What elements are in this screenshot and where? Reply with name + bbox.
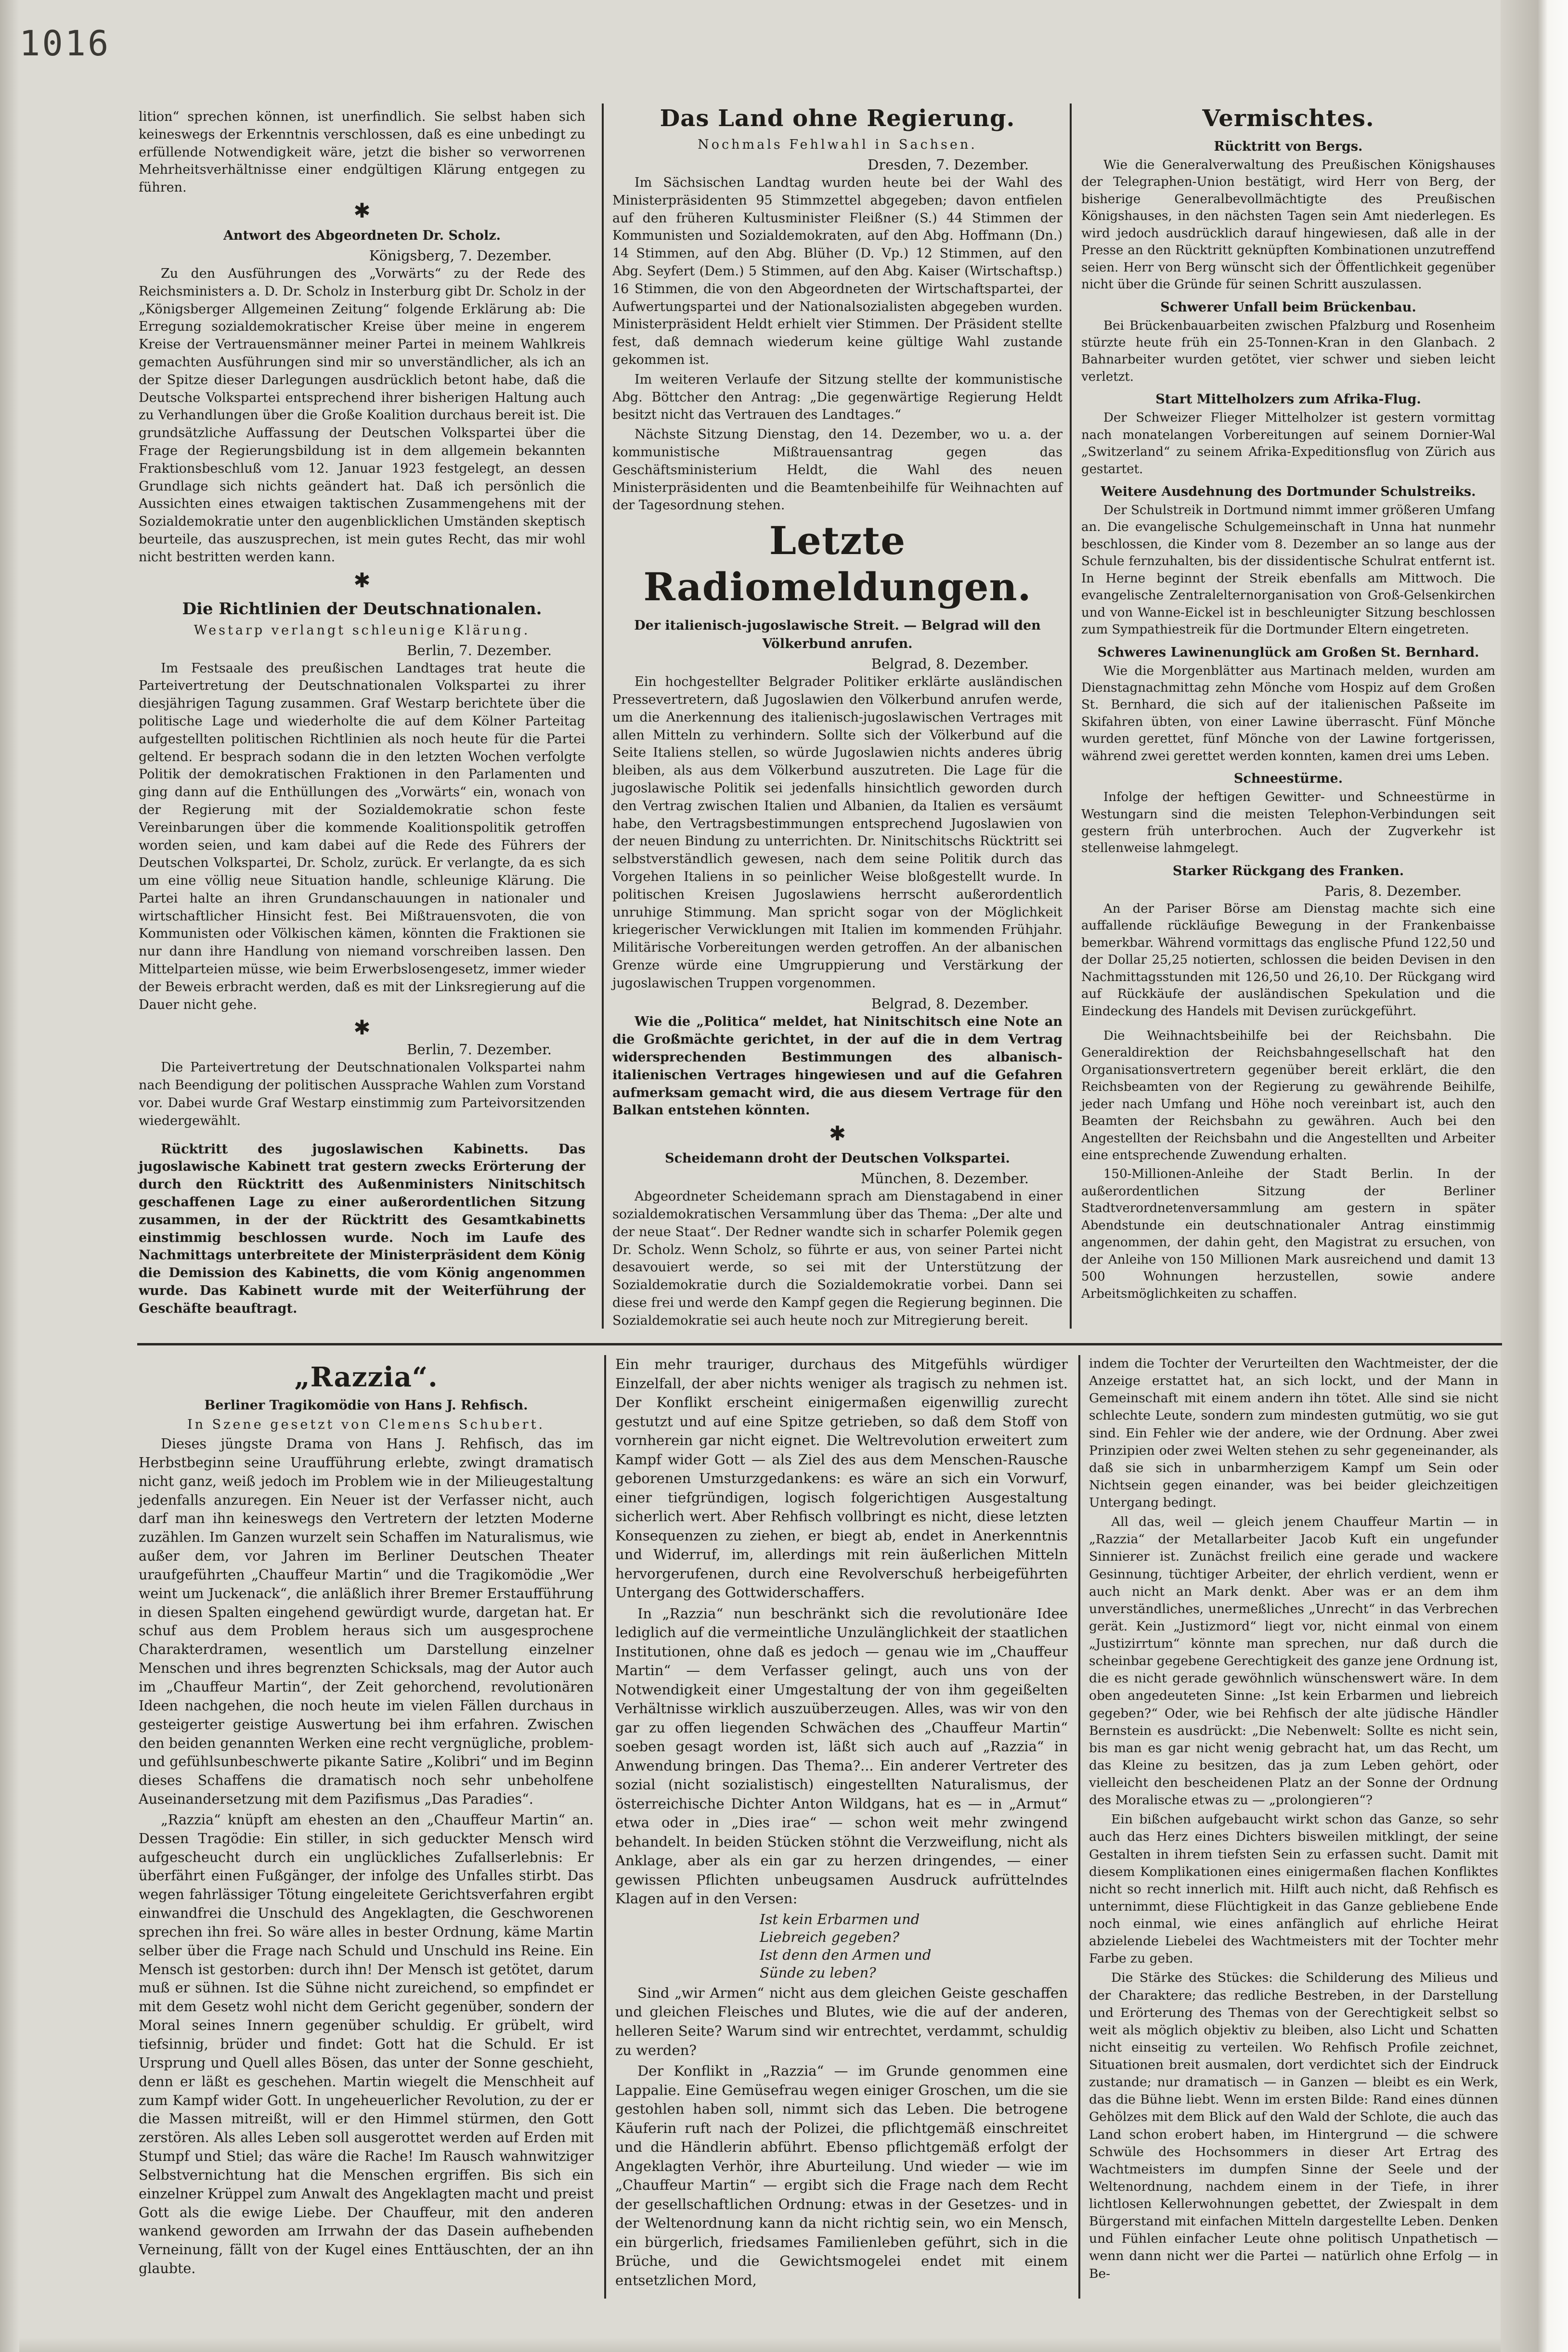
- deutschnationale-paragraph-2: Die Parteivertretung der Deutschnationalen Volkspartei nahm nach Beendigung der politischen Aussprache Wahlen zum Vorstand vor. Dabei wurde Graf Westarp einstimmig zum Parteivorsitzenden wiedergewählt.: [139, 1060, 585, 1128]
- separator-star: ✱: [353, 568, 371, 592]
- separator-star: ✱: [353, 1016, 371, 1040]
- razzia-column-rule-2: [1078, 1355, 1080, 2299]
- scheidemann-paragraph: Abgeordneter Scheidemann sprach am Dienstagabend in einer sozialdemokratischen Versammlung über das Thema: „Der alte und der neue Staat“. Der Redner wandte sich in scharfer Polemik gegen Dr. Scholz. Wenn Scholz, so führte er aus, von seiner Partei nicht desavouiert werde, so sei mit der Unterstützung der Sozialdemokratie durch die Sozialdemokratie vorbei. Dann sei diese frei und werde den Kampf gegen die Regierung beginnen. Die Sozialdemokratie sei auch heute noch zur Mitregierung bereit.: [612, 1189, 1063, 1328]
- scan-bottom-shade: [19, 2338, 1501, 2352]
- razzia-paragraph-7: indem die Tochter der Verurteilten den Wachtmeister, der die Anzeige erstattet hat, an sich lockt, und der Mann in Gemeinschaft mit einem andern ihn tötet. Alle sind sie nicht schlechte Leute, sondern zum mindesten gutmütig, wo sie gut sind. Ein Fehler wie der andere, wie der Ordnung. Aber zwei Prinzipien oder zwei Welten stehen zu sehr gegeneinander, als daß sie sich in unbarmherzigem Kampf um Sein oder Nichtsein gegen einander, was bei beider gleichzeitigen Untergang bedingt.: [1089, 1356, 1498, 1510]
- razzia-column-1: [139, 1355, 594, 2280]
- vermischtes-headline: Vermischtes.: [1202, 105, 1374, 132]
- radio-item-1-dateline: Belgrad, 8. Dezember.: [871, 656, 1029, 672]
- sachsen-paragraph-3: Nächste Sitzung Dienstag, den 14. Dezember, wo u. a. der kommunistische Mißtrauensantrag gegen das Geschäftsministerium Heldt, die Wahl des neuen Ministerpräsidenten und die Beamtenbeihilfe für Weihnachten auf der Tagesordnung stehen.: [612, 427, 1063, 513]
- reichsbahn-paragraph: Die Weihnachtsbeihilfe bei der Reichsbahn. Die Generaldirektion der Reichsbahngesellschaft hat den Organisationsvertretern gegenüber bereit erklärt, die den Reichsbeamten von der Regierung zu gewährende Beihilfe, jeder nach Umfang und Höhe noch vereinbart ist, auch den Beamten der Reichsbahn zu gewähren. Auch bei den Angestellten der Reichsbahn und die Angestellten und Arbeiter eine entsprechende Zuwendung erhalten.: [1081, 1028, 1495, 1163]
- column-rule-1: [602, 103, 604, 1329]
- unfall-headline: Schwerer Unfall beim Brückenbau.: [1160, 299, 1416, 315]
- razzia-column-2: [615, 1355, 1068, 2292]
- razzia-verse: Ist kein Erbarmen und Liebreich gegeben? Ist denn den Armen und Sünde zu leben?: [760, 1911, 932, 1981]
- lawine-headline: Schweres Lawinenunglück am Großen St. Bernhard.: [1097, 645, 1479, 660]
- razzia-headline: „Razzia“.: [294, 1361, 438, 1393]
- radio-item-1-headline: Der italienisch-jugoslawische Streit. — Belgrad will den Völkerbund anrufen.: [634, 618, 1041, 652]
- radiomeldungen-headline: Letzte Radiomeldungen.: [643, 518, 1032, 610]
- scan-edge-left: [0, 0, 19, 2352]
- sachsen-paragraph-1: Im Sächsischen Landtag wurden heute bei der Wahl des Ministerpräsidenten 95 Stimmzettel abgegeben; davon entfielen auf den früheren Kultusminister Fleißner (S.) 44 Stimmen der Kommunisten und Sozialdemokraten, auf den Abg. Hoffmann (Dn.) 14 Stimmen, auf den Abg. Blüher (D. Vp.) 12 Stimmen, auf den Abg. Seyfert (Dem.) 5 Stimmen, auf den Abg. Kaiser (Wirtschaftsp.) 16 Stimmen, die von den Abgeordneten der Wirtschaftspartei, der Aufwertungspartei und der Nationalsozialisten abgegeben wurden. Ministerpräsident Heldt erhielt vier Stimmen. Der Präsident stellte fest, daß demnach wiederum keine gültige Wahl zustande gekommen ist.: [612, 175, 1063, 367]
- franken-dateline: Paris, 8. Dezember.: [1324, 882, 1462, 899]
- razzia-paragraph-9: Ein bißchen aufgebaucht wirkt schon das Ganze, so sehr auch das Herz eines Dichters bisweilen mitklingt, der seine Gestalten in ihrem tiefsten Sein zu erfassen sucht. Damit mit diesem Komplikationen eines einigermaßen flachen Konfliktes nicht so recht innerlich mit. Hilft auch nicht, daß Rehfisch es unternimmt, diese Flüchtigkeit in das Ganze gebliebene Ende noch einmal, wie eines anfänglich auf ehrliche Heirat abzielende Liebelei des Wachtmeisters mit der Tochter mehr Farbe zu geben.: [1089, 1812, 1498, 1966]
- deutschnationale-paragraph: Im Festsaale des preußischen Landtages trat heute die Parteivertretung der Deutschnationalen Volkspartei zu ihrer diesjährigen Tagung zusammen. Graf Westarp berichtete über die politische Lage und wiederholte die auf dem Kölner Parteitag aufgestellten politischen Richtlinien als noch heute für die Partei geltend. Er besprach sodann die in den letzten Wochen verfolgte Politik der demokratischen Fraktionen in den Parlamenten und ging dann auf die Enthüllungen des „Vorwärts“ ein, wonach von der Regierung mit der Sozialdemokratie schon feste Vereinbarungen über die kommende Koalitionspolitik getroffen worden seien, und kam dabei auf die Rede des Führers der Deutschen Volkspartei, Dr. Scholz, zurück. Er verlangte, da es sich um eine völlig neue Situation handle, schleunige Klärung. Die Partei halte an ihren Grundanschauungen in nationaler und wirtschaftlicher Hinsicht fest. Bei Mißtrauensvoten, die von Kommunisten oder Völkischen kämen, könnten die Fraktionen sie nur dann ihre Handlung von niemand vorschreiben lassen. Den Mittelparteien müsse, wie beim Erwerbslosengesetz, immer wieder der Beweis erbracht werden, daß es mit der Linksregierung auf die Dauer nicht gehe.: [139, 660, 585, 1012]
- schneestuerme-paragraph: Infolge der heftigen Gewitter- und Schneestürme in Westungarn sind die meisten Telephon-Verbindungen seit gestern früh unterbrochen. Auch der Zugverkehr ist stellenweise lahmgelegt.: [1081, 790, 1495, 856]
- scan-edge-right: [1501, 0, 1568, 2352]
- razzia-paragraph-10: Die Stärke des Stückes: die Schilderung des Milieus und der Charaktere; das redliche Bestreben, in der Darstellung und Erörterung des Themas von der Gerechtigkeit selbst so weit als möglich objektiv zu bleiben, also Licht und Schatten nicht einseitig zu verteilen. Wo Rehfisch Profile zeichnet, Situationen breit ausmalen, dort verdichtet sich der Eindruck zustande; nur dramatisch — in Ganzen — bleibt es ein Werk, das die Bühne liebt. Wenn im ersten Bilde: Rand eines dünnen Gehölzes mit dem Blick auf den Wald der Schlote, die auch das Land schon erobert haben, im Hintergrund — die schwere Schwüle des Hochsommers in dieser Art Ertrag des Wachtmeisters im dumpfen Sinne der Seele und der Weltenordnung, nachdem einem in der Tiefe, in ihrer lichtlosen Kellerwohnungen gebettet, der Zwiespalt in dem Bürgerstand mit einfachen Mitteln dargestellte Leben. Denken und Fühlen einfacher Leute ohne politisch Unpathetisch — wenn dann nicht wer die Partei — natürlich ohne Erfolg — in Be-: [1089, 1970, 1498, 2281]
- separator-star: ✱: [829, 1122, 846, 1146]
- razzia-paragraph-6: Der Konflikt in „Razzia“ — im Grunde genommen eine Lappalie. Eine Gemüsefrau wegen einiger Groschen, um die sie gestohlen haben soll, nimmt sich das Leben. Die betrogene Käuferin ruft nach der Polizei, die pflichtgemäß einschreitet und die Händlerin abführt. Ebenso pflichtgemäß erfolgt der Angeklagten Verhör, ihre Aburteilung. Und wieder — wie im „Chauffeur Martin“ — ergibt sich die Frage nach dem Recht der gesellschaftlichen Ordnung: etwas in der Gesetzes- und in der Weltenordnung kann da nicht richtig sein, wo ein Mensch, ein bürgerlich, friedsames Familienleben geführt, sich in die Brüche, und die Gewichtsmogelei endet mit einem entsetzlichen Mord,: [615, 2063, 1068, 2288]
- column-3: [1081, 96, 1495, 1305]
- razzia-subheadline: Berliner Tragikomödie von Hans J. Rehfisch.: [204, 1398, 528, 1413]
- razzia-column-rule-1: [604, 1355, 606, 2299]
- deutschnationale-subheadline: Westarp verlangt schleunige Klärung.: [194, 622, 531, 638]
- column-2: [612, 96, 1063, 1332]
- bergs-headline: Rücktritt von Bergs.: [1214, 139, 1363, 154]
- scholz-paragraph: Zu den Ausführungen des „Vorwärts“ zu der Rede des Reichsministers a. D. Dr. Scholz in Insterburg gibt Dr. Scholz in der „Königsberger Allgemeinen Zeitung“ folgende Erklärung ab: Die Erregung sozialdemokratischer Kreise über meine in engerem Kreise der Vertrauensmänner meiner Partei in meinem Wahlkreis gemachten Ausführungen sind mir so unverständlicher, als ich an der Spitze dieser Darlegungen ausdrücklich betont habe, daß die Deutsche Volkspartei entsprechend ihrer bisherigen Haltung auch zu Verhandlungen über die Große Koalition durchaus bereit ist. Die grundsätzliche Auffassung der Deutschen Volkspartei über die Frage der Regierungsbildung ist in dem allgemein bekannten Fraktionsbeschluß vom 12. Januar 1923 festgelegt, an dessen Grundlage sich nichts geändert hat. Daß ich persönlich die Aussichten eines etwaigen taktischen Zusammengehens mit der Sozialdemokratie unter den augenblicklichen Umständen skeptisch beurteile, das auszusprechen, ist mein gutes Recht, das mir wohl nicht bestritten werden kann.: [139, 266, 585, 565]
- column-1: [139, 108, 585, 1320]
- column-1-intro: lition“ sprechen können, ist unerfindlich. Sie selbst haben sich keineswegs der Erkenntnis verschlossen, daß es eine unbedingt zu erfüllende Notwendigkeit wäre, jetzt die bisher so verworrenen Mehrheitsverhältnisse einer endgültigen Klärung entgegen zu führen.: [139, 109, 585, 195]
- sachsen-dateline: Dresden, 7. Dezember.: [868, 156, 1029, 173]
- franken-headline: Starker Rückgang des Franken.: [1172, 863, 1404, 879]
- afrika-flug-headline: Start Mittelholzers zum Afrika-Flug.: [1155, 392, 1421, 407]
- sachsen-paragraph-2: Im weiteren Verlaufe der Sitzung stellte der kommunistische Abg. Böttcher den Antrag: „Die gegenwärtige Regierung Heldt besitzt nicht das Vertrauen des Landtages.“: [612, 372, 1063, 423]
- bergs-paragraph: Wie die Generalverwaltung des Preußischen Königshauses der Telegraphen-Union bestätigt, wird Herr von Berg, der bisherige Generalbevollmächtigte des Preußischen Königshauses, in den nächsten Tagen sein Amt niederlegen. Es wird jedoch ausdrücklich darauf hingewiesen, daß alle in der Presse an den Rücktritt geknüpften Kombinationen unzutreffend seien. Herr von Berg wünscht sich der Öffentlichkeit gegenüber nicht über die Gründe für seinen Schritt auszulassen.: [1081, 158, 1495, 292]
- deutschnationale-headline: Die Richtlinien der Deutschnationalen.: [182, 599, 542, 619]
- feuilleton-divider: [137, 1343, 1502, 1345]
- radio-item-2-paragraph: Wie die „Politica“ meldet, hat Ninitschitsch eine Note an die Großmächte gerichtet, in der auf die in dem Vertrag widersprechenden Bestimmungen des albanisch-italienischen Vertrages hingewiesen und auf die Gefahren aufmerksam gemacht wird, die aus diesem Vertrage für den Balkan entstehen könnten.: [612, 1014, 1063, 1118]
- sachsen-subheadline: Nochmals Fehlwahl in Sachsen.: [698, 137, 977, 152]
- razzia-paragraph-4: In „Razzia“ nun beschränkt sich die revolutionäre Idee lediglich auf die vermeintliche Unzulänglichkeit der staatlichen Institutionen, ohne daß es jedoch — genau wie im „Chauffeur Martin“ — dem Verfasser gelingt, auch uns von der Notwendigkeit einer Umgestaltung der von ihm gegeißelten Verhältnisse wirklich auszuüberzeugen. Alles, was wir von den gar zu offen liegenden Schwächen des „Chauffeur Martin“ soeben gesagt worden ist, läßt sich auch auf „Razzia“ in Anwendung bringen. Das Thema?... Ein anderer Vertreter des sozial (nicht sozialistisch) eingestellten Naturalismus, der österreichische Dichter Anton Wildgans, hat es — in „Armut“ etwa oder in „Dies irae“ — schon weit mehr zwingend behandelt. In beiden Stücken stöhnt die Verzweiflung, nicht als Anklage, aber als ein gar zu herzen dringendes, — einer gewissen Pflichten unbeugsamen Ausdruck aufrüttelndes Klagen auf in den Versen:: [615, 1605, 1068, 1907]
- deutschnationale-dateline: Berlin, 7. Dezember.: [407, 642, 552, 659]
- dortmund-paragraph: Der Schulstreik in Dortmund nimmt immer größeren Umfang an. Die evangelische Schulgemeinschaft in Unna hat nunmehr beschlossen, die Kinder vom 8. Dezember an so lange aus der Schule fernzuhalten, bis der dissidentische Schulrat entfernt ist. In Herne beginnt der Streik ebenfalls am Mittwoch. Die evangelische Zentralelternorganisation von Groß-Gelsenkirchen und von Wanne-Eickel ist in beschleunigter Sitzung beschlossen zum Sympathiestreik für die Dortmunder Eltern eingetreten.: [1081, 503, 1495, 637]
- unfall-paragraph: Bei Brückenbauarbeiten zwischen Pfalzburg und Rosenheim stürzte heute früh ein 25-Tonnen-Kran in den Glanbach. 2 Bahnarbeiter wurden getötet, vier schwer und sieben leicht verletzt.: [1081, 318, 1495, 384]
- razzia-column-3: [1089, 1355, 1498, 2285]
- razzia-direction: In Szene gesetzt von Clemens Schubert.: [187, 1417, 545, 1432]
- jugoslawien-paragraph: Rücktritt des jugoslawischen Kabinetts. Das jugoslawische Kabinett trat gestern zwecks Erörterung der durch den Rücktritt des Außenministers Ninitschitsch geschaffenen Lage zu einer außerordentlichen Sitzung zusammen, in der der Rücktritt des Gesamtkabinetts einstimmig beschlossen wurde. Noch im Laufe des Nachmittags unterbreitete der Ministerpräsident dem König die Demission des Kabinetts, die vom König angenommen wurde. Das Kabinett wurde mit der Weiterführung der Geschäfte beauftragt.: [139, 1141, 585, 1316]
- anleihe-paragraph: 150-Millionen-Anleihe der Stadt Berlin. In der außerordentlichen Sitzung der Berliner Stadtverordnetenversammlung am gestern in später Abendstunde ein deutschnationaler Antrag einstimmig angenommen, der dahin geht, den Magistrat zu ersuchen, von der Anleihe von 150 Millionen Mark ausreichend und damit 13 500 Wohnungen herzustellen, sowie andere Arbeitsmöglichkeiten zu schaffen.: [1081, 1167, 1495, 1301]
- lawine-paragraph: Wie die Morgenblätter aus Martinach melden, wurden am Dienstagnachmittag zehn Mönche vom Hospiz auf dem Großen St. Bernhard, die sich auf der italienischen Paßseite im Skifahren übten, von einer Lawine überrascht. Fünf Mönche wurden gerettet, fünf Mönche von der Lawine fortgerissen, während zwei gerettet werden konnten, kamen drei ums Leben.: [1081, 663, 1495, 763]
- razzia-paragraph-2: „Razzia“ knüpft am ehesten an den „Chauffeur Martin“ an. Dessen Tragödie: Ein stiller, in sich geduckter Mensch wird aufgescheucht durch ein unglückliches Zufallserlebnis: Er überfährt einen Fußgänger, der infolge des Unfalles stirbt. Das wegen fahrlässiger Tötung eingeleitete Gerichtsverfahren ergibt einwandfrei die Unschuld des Angeklagten, die Geschworenen sprechen ihn frei. So wäre alles in bester Ordnung, käme Martin selber über die Frage nach Schuld und Unschuld ins Reine. Ein Mensch ist gestorben: durch ihn! Der Mensch ist getötet, darum muß er sühnen. Ist die Sühne nicht zureichend, so empfindet er mit dem Gesetz wohl nicht dem Gericht gegenüber, sondern der Moral seines Innern gegenüber schuldig. Er grübelt, wird tiefsinnig, brüder und findet: Gott hat die Schuld. Er ist Ursprung und Quell alles Bösen, das unter der Sonne geschieht, denn er läßt es geschehen. Martin wiegelt die Menschheit auf zum Kampf wider Gott. In ungeheuerlicher Revolution, zu der er die Massen mitreißt, will er den Himmel stürmen, den Gott zerstören. Als alles Leben soll ausgerottet werden auf Erden mit Stumpf und Stiel; das wäre die Rache! Im Rausch wahnwitziger Selbstvernichtung hat die Menschen ergriffen. Bis sich ein einzelner Krüppel zum Anwalt des Angeklagten macht und preist Gott als die ewige Liebe. Der Chauffeur, mit den anderen wankend geworden am Irrwahn der das Dasein aufhebenden Verneinung, fällt von der Kugel eines Enttäuschten, der an ihn glaubte.: [139, 1811, 594, 2277]
- column-rule-2: [1070, 103, 1072, 1329]
- dortmund-headline: Weitere Ausdehnung des Dortmunder Schulstreiks.: [1101, 484, 1476, 499]
- radio-item-2-dateline: Belgrad, 8. Dezember.: [871, 995, 1029, 1012]
- franken-paragraph: An der Pariser Börse am Dienstag machte sich eine auffallende rückläufige Bewegung in der Frankenbaisse bemerkbar. Während vormittags das englische Pfund 122,50 und der Dollar 25,25 notierten, schlossen die beiden Devisen in den Nachmittagsstunden mit 126,50 und 26,10. Der Rückgang wird auf Rückkäufe der ausländischen Spekulation und die Eindeckung des Handels mit Devisen zurückgeführt.: [1081, 901, 1495, 1019]
- deutschnationale-dateline-2: Berlin, 7. Dezember.: [407, 1041, 552, 1058]
- radio-item-1-paragraph: Ein hochgestellter Belgrader Politiker erklärte ausländischen Pressevertretern, daß Jugoslawien den Völkerbund anrufen werde, um die Anerkennung des italienisch-jugoslawischen Vertrages mit allen Mitteln zu verhindern. Sollte sich der Völkerbund auf die Seite Italiens stellen, so würde Jugoslawien nichts anderes übrig bleiben, als aus dem Völkerbund auszutreten. Die Lage für die jugoslawische Politik sei jedenfalls hinsichtlich geworden durch den Vertrag zwischen Italien und Albanien, da Italien es versäumt habe, den Vertragsbestimmungen entsprechend Jugoslawien von der neuen Bindung zu unterrichten. Dr. Ninitschitschs Rücktritt sei selbstverständlich gewesen, nach dem seine Politik durch das Vorgehen Italiens in so peinlicher Weise bloßgestellt wurde. In politischen Kreisen Jugoslawiens herrscht außerordentlich unruhige Stimmung. Man spricht sogar von der Möglichkeit kriegerischer Verwicklungen mit Italien im kommenden Frühjahr. Militärische Vorbereitungen werden getroffen. An der albanischen Grenze würde eine Umgruppierung und Verstärkung der jugoslawischen Truppen vorgenommen.: [612, 674, 1063, 991]
- razzia-paragraph-8: All das, weil — gleich jenem Chauffeur Martin — in „Razzia“ der Metallarbeiter Jacob Kuft ein ungefunder Sinnierer ist. Zunächst freilich eine gerade und wackere Gesinnung, tüchtiger Arbeiter, der ehrlich verdient, wenn er auch nicht an Mark denkt. Aber was er an dem ihm unverständliches, unermeßliches „Unrecht“ in das Verbrechen gerät. Kein „Justizmord“ liegt vor, nicht einmal von einem „Justizirrtum“ könnte man sprechen, nur daß durch die scheinbar gegebene Gerechtigkeit des ganze jene Ordnung ist, die es nicht gerade gewöhnlich wünschenswert wäre. In dem oben angedeuteten Sinne: „Ist kein Erbarmen und liebreich gegeben?“ Oder, wie bei Rehfisch der alte jüdische Händler Bernstein es ausdrückt: „Die Nebenwelt: Sollte es nicht sein, bis man es gar nicht wenig gebracht hat, um das Recht, um das Kleine zu besitzen, das ja zum Leben gehört, oder vielleicht den bescheidenen Platz an der Sonne der Ordnung des Moralische etwas zu — „prolongieren“?: [1089, 1514, 1498, 1808]
- razzia-paragraph-3: Ein mehr trauriger, durchaus des Mitgefühls würdiger Einzelfall, der aber nichts weniger als tragisch zu nehmen ist. Der Konflikt erscheint einigermaßen eigenwillig zurecht gestutzt und auf eine Spitze getrieben, so daß dem Stoff von vornherein gar nicht eignet. Die Weltrevolution erweitert zum Kampf wider Gott — als Ziel des aus dem Menschen-Rausche geborenen Umsturzgedankens: es wäre an sich ein Vorwurf, einer tiefgründigen, logisch folgerichtigen Ausgestaltung sicherlich wert. Aber Rehfisch vollbringt es nicht, diese letzten Konsequenzen zu ziehen, er biegt ab, endet in Anerkenntnis und Widerruf, im, allerdings mit rein äußerlichen Mitteln hervorgerufenen, durch eine Revolverschuß herbeigeführten Untergang des Gottwiderschaffers.: [615, 1356, 1068, 1601]
- razzia-paragraph-1: Dieses jüngste Drama von Hans J. Rehfisch, das im Herbstbeginn seine Uraufführung erlebte, zwingt dramatisch nicht ganz, weiß jedoch im Problem wie in der Milieugestaltung jedenfalls anzuregen. Ein Neuer ist der Verfasser nicht, auch darf man ihn keineswegs den Vertretern der letzten Moderne zuzählen. Im Ganzen wurzelt sein Schaffen im Naturalismus, wie außer dem, vor Jahren im Berliner Deutschen Theater uraufgeführten „Chauffeur Martin“ und die Tragikomödie „Wer weint um Juckenack“, die anläßlich ihrer Bremer Erstaufführung in diesen Spalten eingehend gewürdigt wurde, dargetan hat. Er schuf aus dem Problem heraus sich um ausgesprochene Charakterdramen, wesentlich um Darstellung einzelner Menschen und ihres begrenzten Schicksals, mag der Autor auch im „Chauffeur Martin“, der Zeit gehorchend, revolutionären Ideen nachgehen, die noch heute im vielen Fällen durchaus in gesteigerter geistige Auswertung bei ihm erfahren. Zwischen den beiden genannten Werken eine recht vergnügliche, problem- und gefühlsunbeschwerte pikante Satire „Kolibri“ und im Beginn dieses Schaffens die dramatisch noch sehr unbeholfene Auseinandersetzung mit dem Pazifismus „Das Paradies“.: [139, 1436, 594, 1808]
- page-number: 1016: [19, 23, 111, 64]
- scholz-headline: Antwort des Abgeordneten Dr. Scholz.: [223, 228, 501, 243]
- scheidemann-headline: Scheidemann droht der Deutschen Volkspartei.: [665, 1151, 1010, 1166]
- separator-star: ✱: [353, 198, 371, 222]
- scheidemann-dateline: München, 8. Dezember.: [860, 1170, 1029, 1187]
- razzia-paragraph-5: Sind „wir Armen“ nicht aus dem gleichen Geiste geschaffen und gleichen Fleisches und Blutes, wie die auf der anderen, helleren Seite? Warum sind wir entrechtet, verdammt, schuldig zu werden?: [615, 1984, 1068, 2058]
- schneestuerme-headline: Schneestürme.: [1233, 771, 1343, 787]
- afrika-flug-paragraph: Der Schweizer Flieger Mittelholzer ist gestern vormittag nach monatelangen Vorbereitungen auf seinem Dornier-Wal „Switzerland“ zu seinem Afrika-Expeditionsflug von Zürich aus gestartet.: [1081, 411, 1495, 477]
- sachsen-headline: Das Land ohne Regierung.: [660, 105, 1015, 132]
- scholz-dateline: Königsberg, 7. Dezember.: [369, 247, 552, 264]
